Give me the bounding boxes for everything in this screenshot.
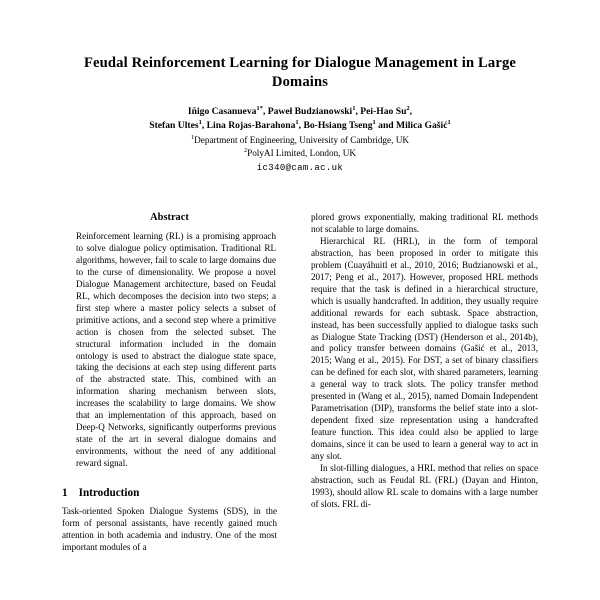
author-block [50, 105, 550, 177]
affiliation-marker: 2 [243, 147, 248, 155]
affiliation-line-2 [50, 147, 550, 160]
affiliation-text: PolyAI Limited, London, UK [247, 148, 357, 159]
author-line-1 [50, 105, 550, 119]
body-paragraph-continued: plored grows exponentially, making traditional RL methods not scalable to large domains. [311, 212, 538, 234]
author-name: , Paweł Budzianowski [262, 106, 353, 117]
author-name: Iñigo Casanueva [187, 106, 257, 117]
author-affiliation-marker: 1* [256, 104, 263, 112]
author-affiliation-marker: 2 [406, 104, 410, 112]
affiliation-line-1 [50, 134, 550, 147]
author-line-2 [50, 119, 550, 133]
affiliation-text: Department of Engineering, University of Cambridge, UK [194, 134, 409, 145]
abstract-paragraph: Reinforcement learning (RL) is a promising approach to solve dialogue policy optimisation. Traditional RL algorithms, however, fail to scale to large domains due to the curse of dimensionality. We propose a novel Dialogue Management architecture, based on Feudal RL, which decomposes the decision into two steps; a first step where a master policy selects a subset of primitive actions, and a second step where a primitive action is chosen from the selected subset. The structural information included in the domain ontology is used to abstract the dialogue state space, taking the decisions at each step using different parts of the abstracted state. This, combined with an information sharing mechanism between slots, increases the scalability to large domains. We show that an implementation of this approach, based on Deep-Q Networks, significantly outperforms previous state of the art in several dialogue domains and environments, without the need of any additional reward signal. [76, 231, 276, 469]
section-number: 1 [62, 487, 68, 500]
author-affiliation-marker: 1 [372, 119, 376, 127]
contact-email: ic340@cam.ac.uk [256, 163, 344, 174]
author-name: , Lina Rojas-Barahona [201, 120, 296, 132]
author-separator: , [409, 106, 413, 117]
body-paragraph: Hierarchical RL (HRL), in the form of temporal abstraction, has been proposed in order to mitigate this problem (Cuayáhuitl et al., 2010, 2016; Budzianowski et al., 2017; Peng et al., 2017). However, proposed HRL methods require that the task is defined in a hierarchical structure, which is usually handcrafted. In addition, they usually require additional rewards for each subtask. Space abstraction, instead, has been successfully applied to dialogue tasks such as Dialogue State Tracking (DST) (Henderson et al., 2014b), and policy transfer between domains (Gašić et al., 2013, 2015; Wang et al., 2015). For DST, a set of binary classifiers can be defined for each slot, with shared parameters, learning a general way to track slots. The policy transfer method presented in (Wang et al., 2015), named Domain Independent Parametrisation (DIP), transforms the belief state into a slot-dependent fixed size representation using a handcrafted feature function. This idea could also be applied to large domains, since it can be used to learn a general way to act in any slot. [311, 235, 538, 462]
section-heading-introduction [62, 487, 277, 499]
body-paragraph: In slot-filling dialogues, a HRL method that relies on space abstraction, such as Feudal RL (FRL) (Dayan and Hinton, 1993), should allow RL scale to domains with a large number of slots. FRL di- [311, 463, 538, 509]
author-affiliation-marker: 1 [447, 119, 451, 127]
author-affiliation-marker: 1 [352, 104, 356, 112]
body-paragraph: Task-oriented Spoken Dialogue Systems (SDS), in the form of personal assistants, have recently gained much attention in both academia and industry. One of the most important modules of a [62, 506, 277, 552]
page-title: Feudal Reinforcement Learning for Dialogue Management in Large Domains [83, 55, 517, 91]
section-title: Introduction [78, 487, 140, 500]
author-name: Stefan Ultes [149, 120, 199, 132]
author-affiliation-marker: 1 [198, 119, 202, 127]
column-right [311, 212, 538, 511]
abstract-body [76, 231, 276, 470]
author-name: , Pei-Hao Su [355, 106, 407, 117]
title-block [70, 54, 530, 93]
author-name: , Bo-Hsiang Tseng [298, 120, 373, 132]
column-left [62, 212, 277, 554]
author-affiliation-marker: 1 [295, 119, 299, 127]
abstract-heading: Abstract [150, 212, 189, 223]
author-name: and Milica Gašić [375, 120, 448, 132]
affiliation-marker: 1 [191, 133, 195, 141]
